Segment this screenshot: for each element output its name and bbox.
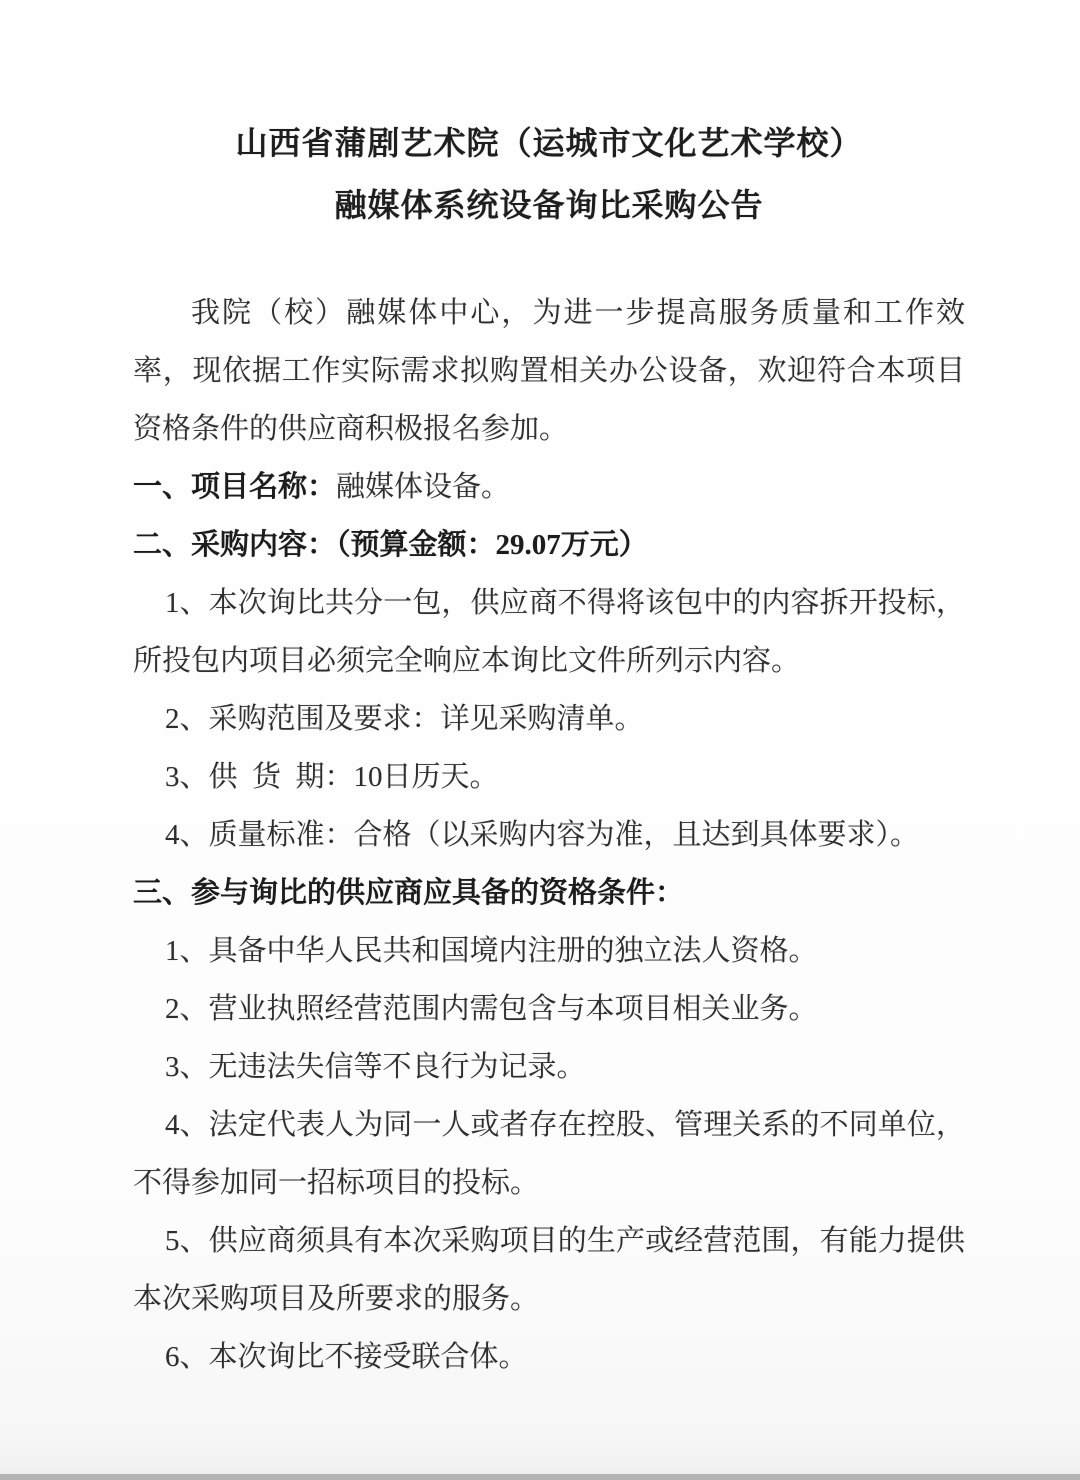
qualification-item-1: 1、具备中华人民共和国境内注册的独立法人资格。 (165, 935, 818, 967)
section-2-value: （预算金额：29.07万元） (336, 529, 648, 561)
purchase-item-4: 4、质量标准：合格（以采购内容为准，且达到具体要求）。 (165, 819, 920, 851)
intro-paragraph: 我院（校）融媒体中心，为进一步提高服务质量和工作效率，现依据工作实际需求拟购置相关办公设备，欢迎符合本项目资格条件的供应商积极报名参加。 (133, 297, 965, 445)
section-1-label: 一、项目名称： (133, 471, 337, 503)
purchase-item-2: 2、采购范围及要求：详见采购清单。 (165, 703, 644, 735)
section-3-label: 三、参与询比的供应商应具备的资格条件： (133, 877, 685, 909)
section-1-value: 融媒体设备。 (336, 471, 511, 503)
qualification-item-6: 6、本次询比不接受联合体。 (165, 1341, 528, 1373)
qualification-item-3: 3、无违法失信等不良行为记录。 (165, 1051, 586, 1083)
section-3-heading (133, 864, 965, 922)
purchase-item-1: 1、本次询比共分一包，供应商不得将该包中的内容拆开投标，所投包内项目必须完全响应本询比文件所列示内容。 (133, 587, 965, 677)
qualification-item-2: 2、营业执照经营范围内需包含与本项目相关业务。 (165, 993, 818, 1025)
doc-title-line-2: 融媒体系统设备询比采购公告 (334, 187, 764, 223)
section-2-heading (133, 516, 965, 574)
purchase-item-3: 3、供 货 期：10日历天。 (165, 761, 499, 793)
section-2-label: 二、采购内容： (133, 529, 337, 561)
section-1-heading (133, 458, 965, 516)
qualification-item-5: 5、供应商须具有本次采购项目的生产或经营范围，有能力提供本次采购项目及所要求的服务。 (133, 1225, 965, 1315)
doc-title (133, 112, 965, 236)
qualification-item-4: 4、法定代表人为同一人或者存在控股、管理关系的不同单位，不得参加同一招标项目的投标。 (133, 1109, 965, 1199)
page-bottom-edge-bar (0, 1474, 1080, 1480)
doc-title-line-1: 山西省蒲剧艺术院（运城市文化艺术学校） (235, 125, 863, 161)
